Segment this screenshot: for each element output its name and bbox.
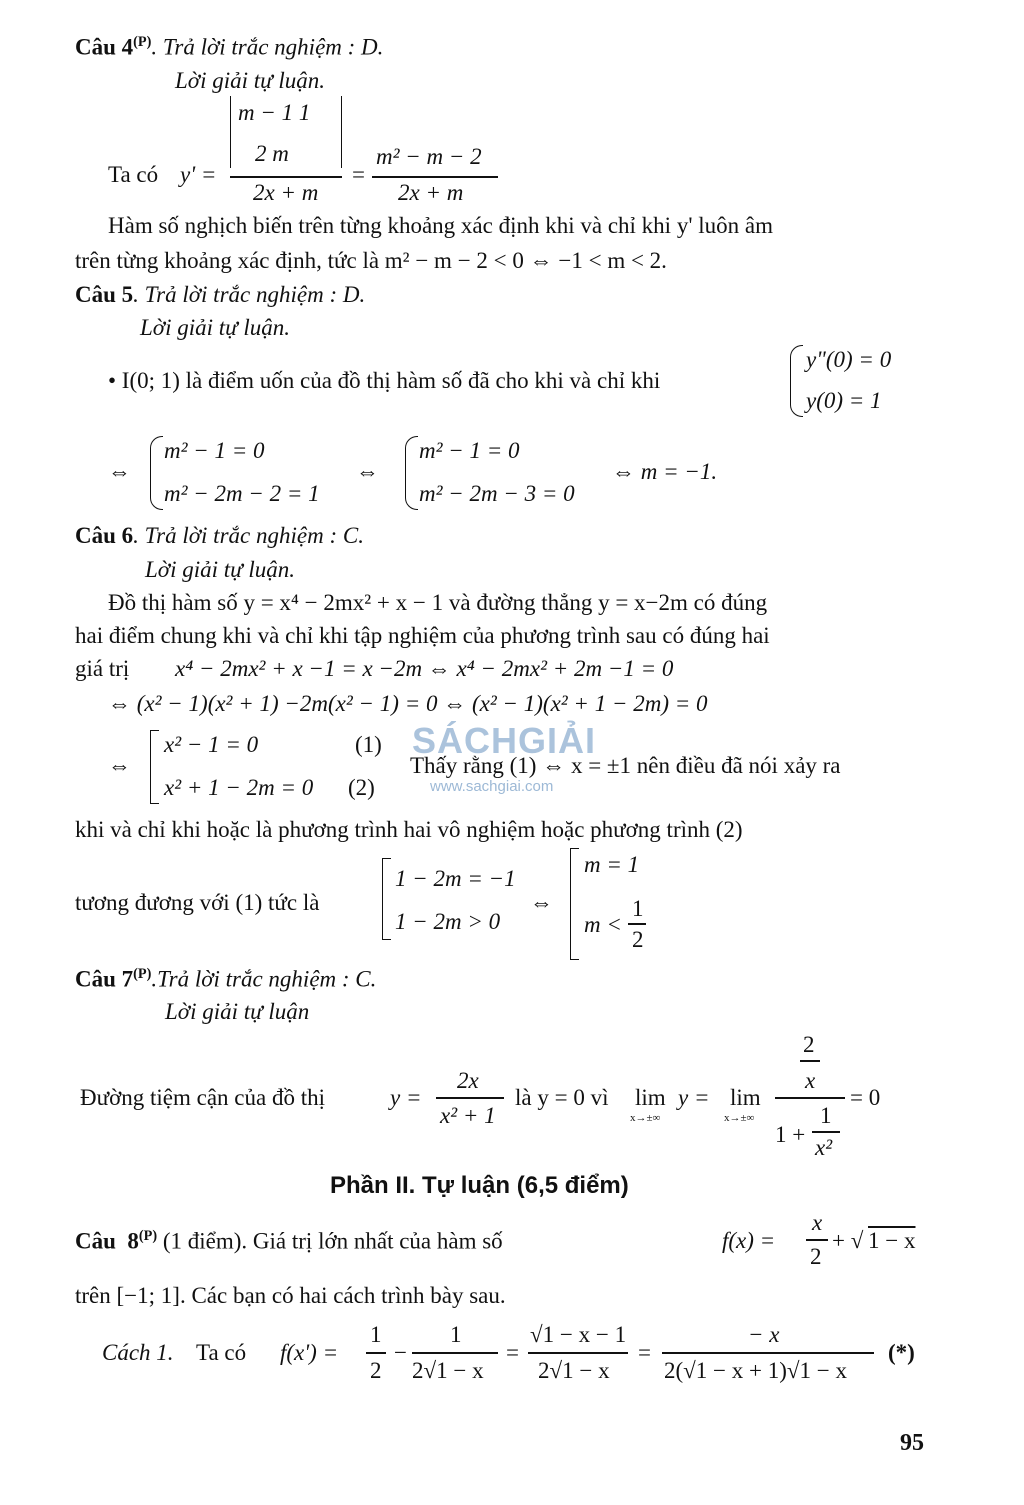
q8-taco: Ta có: [196, 1340, 247, 1365]
q7-answer: .Trả lời trắc nghiệm : C.: [151, 966, 377, 992]
q8-star: (*): [888, 1340, 915, 1365]
q8-b-num: 1: [450, 1322, 462, 1347]
q8-eq-2: =: [638, 1340, 651, 1365]
q8-minus: −: [394, 1340, 407, 1365]
q4-subtitle: Lời giải tự luận.: [175, 68, 326, 93]
q5-heading: [75, 282, 365, 308]
q6-para-2: hai điểm chung khi và chỉ khi tập nghiệm của phương trình sau có đúng hai: [75, 623, 770, 648]
q8-b-bar: [412, 1352, 498, 1354]
q5-sys0-line1: y"(0) = 0: [806, 347, 892, 372]
q7-mid: là y = 0 vì: [515, 1085, 609, 1110]
q6-para-3a: giá trị: [75, 656, 130, 681]
q6-half-num: 1: [632, 896, 644, 921]
q7-frac-bar: [436, 1097, 504, 1099]
q5-sys2-line2: m² − 2m − 3 = 0: [419, 481, 575, 506]
q7-frac-den: x² + 1: [440, 1103, 496, 1128]
q4-det-row1: m − 1 1: [238, 100, 311, 125]
watermark-brand: SÁCHGIẢI: [412, 720, 597, 761]
q5-system-brace-0: [790, 345, 803, 417]
q7-limsub-2: x→±∞: [724, 1112, 755, 1124]
q6-bracket-2: [382, 858, 391, 940]
q7-y: y =: [390, 1085, 422, 1110]
q7-bottom-lead: 1 +: [775, 1122, 806, 1147]
q5-sys0-line2: y(0) = 1: [806, 388, 882, 413]
q6-case-2: x² + 1 − 2m = 0: [164, 775, 314, 800]
q7-lim-2: lim: [730, 1085, 761, 1110]
q4-heading: [75, 34, 383, 61]
q5-subtitle: Lời giải tự luận.: [140, 315, 291, 340]
q4-fraction-bar-1: [230, 176, 342, 178]
q7-frac-num: 2x: [457, 1068, 479, 1093]
q6-arrow: ⇔: [108, 753, 131, 778]
q7-top-bar: [800, 1060, 820, 1062]
q6-para-4: ⇔ (x² − 1)(x² + 1) −2m(x² − 1) = 0 ⇔ (x² − 1)(x² + 1 − 2m) = 0: [108, 691, 708, 716]
q6-para-1: Đồ thị hàm số y = x⁴ − 2mx² + x − 1 và đường thẳng y = x−2m có đúng: [108, 590, 768, 615]
q5-sys1-line1: m² − 1 = 0: [164, 438, 265, 463]
q8-a-den: 2: [370, 1358, 382, 1383]
q5-bullet-text: • I(0; 1) là điểm uốn của đồ thị hàm số đã cho khi và chỉ khi: [108, 368, 661, 393]
q7-label: Câu 7: [75, 966, 134, 992]
q8-d-num: − x: [748, 1322, 780, 1347]
q4-num2: m² − m − 2: [376, 144, 482, 169]
q8-frac-den: 2: [810, 1244, 822, 1269]
q7-limsub-1: x→±∞: [630, 1112, 661, 1124]
q6-d1: 1 − 2m = −1: [395, 866, 516, 891]
q8-a-num: 1: [370, 1322, 382, 1347]
q8-fx: f(x) =: [722, 1228, 776, 1253]
q5-system-brace-1: [150, 436, 163, 510]
q7-ly: y =: [678, 1085, 710, 1110]
q4-taco: Ta có: [108, 162, 159, 187]
q4-para-1: Hàm số nghịch biến trên từng khoảng xác định khi và chỉ khi y' luôn âm: [108, 213, 773, 238]
q6-para-3b: x⁴ − 2mx² + x −1 = x −2m ⇔ x⁴ − 2mx² + 2m −1 = 0: [175, 656, 674, 681]
q8-rest: (1 điểm). Giá trị lớn nhất của hàm số: [162, 1228, 503, 1254]
q6-heading: [75, 523, 364, 549]
q6-para-5: khi và chỉ khi hoặc là phương trình hai vô nghiệm hoặc phương trình (2): [75, 817, 743, 842]
q4-den2: 2x + m: [398, 180, 464, 205]
q6-half-bar: [628, 923, 646, 925]
q8-num: 8: [127, 1228, 139, 1254]
q7-end: = 0: [850, 1085, 881, 1110]
q4-sup: (P): [133, 34, 152, 50]
q5-result: ⇔ m = −1.: [612, 459, 718, 484]
q4-label: Câu 4: [75, 34, 134, 60]
q8-plus-root: + √: [832, 1228, 864, 1253]
q7-main-bar: [775, 1097, 845, 1099]
q4-eq: =: [352, 162, 365, 187]
q5-label: Câu 5: [75, 282, 134, 307]
q4-answer: . Trả lời trắc nghiệm : D.: [151, 34, 384, 60]
q6-bracket-1: [150, 730, 159, 804]
q8-line2: trên [−1; 1]. Các bạn có hai cách trình bày sau.: [75, 1283, 506, 1308]
q5-sys1-line2: m² − 2m − 2 = 1: [164, 481, 320, 506]
watermark-url: www.sachgiai.com: [430, 778, 554, 795]
q7-top-den: x: [805, 1068, 816, 1093]
q8-fx2: f(x') =: [280, 1340, 339, 1365]
q8-d-bar: [662, 1352, 874, 1354]
q8-c-num: √1 − x − 1: [530, 1322, 627, 1347]
q8-d-den: 2(√1 − x + 1)√1 − x: [664, 1358, 847, 1383]
q7-top-num: 2: [803, 1032, 815, 1057]
q8-eq-1: =: [506, 1340, 519, 1365]
q6-subtitle: Lời giải tự luận.: [145, 557, 296, 582]
q8-frac-bar: [806, 1239, 828, 1241]
q6-bracket-3: [570, 848, 579, 960]
q5-sys2-line1: m² − 1 = 0: [419, 438, 520, 463]
q6-arrow-2: ⇔: [530, 890, 553, 915]
q8-cach: Cách 1.: [102, 1340, 174, 1365]
part2-heading: Phần II. Tự luận (6,5 điểm): [330, 1172, 629, 1199]
q6-case-1: x² − 1 = 0: [164, 732, 259, 757]
q7-sup: (P): [133, 966, 152, 982]
q7-bottom-num: 1: [820, 1103, 832, 1128]
q6-label: Câu 6: [75, 523, 134, 548]
q5-answer: . Trả lời trắc nghiệm : D.: [133, 282, 366, 307]
q7-heading: [75, 966, 376, 993]
q4-para-2: trên từng khoảng xác định, tức là m² − m − 2 < 0 ⇔ −1 < m < 2.: [75, 248, 667, 273]
q6-note: Thấy rằng (1) ⇔ x = ±1 nên điều đã nói xảy ra: [410, 753, 841, 778]
page-number: 95: [900, 1430, 924, 1456]
q7-subtitle: Lời giải tự luận: [165, 999, 310, 1024]
q4-den1: 2x + m: [253, 180, 319, 205]
q5-arrow-1: ⇔: [108, 459, 131, 484]
q7-bottom-bar: [812, 1131, 840, 1133]
q6-d2: 1 − 2m > 0: [395, 909, 501, 934]
q6-e1: m = 1: [584, 852, 640, 877]
q8-frac-num: x: [812, 1210, 823, 1235]
q6-answer: . Trả lời trắc nghiệm : C.: [133, 523, 364, 548]
q8-b-den: 2√1 − x: [412, 1358, 484, 1383]
q4-det-row2: 2 m: [255, 141, 289, 166]
q6-e2: m <: [584, 912, 622, 937]
q8-a-bar: [366, 1352, 386, 1354]
q7-text: Đường tiệm cận của đồ thị: [80, 1085, 325, 1110]
q4-yprime: y' =: [180, 162, 217, 187]
q8-c-bar: [528, 1352, 628, 1354]
q8-radicand: 1 − x: [868, 1228, 916, 1253]
q4-fraction-bar-2: [372, 176, 498, 178]
q8-sup: (P): [138, 1228, 158, 1244]
q6-case-2-num: (2): [348, 775, 375, 800]
q5-system-brace-2: [405, 436, 418, 510]
q6-case-1-num: (1): [355, 732, 382, 757]
q8-label: Câu: [75, 1228, 116, 1254]
q5-arrow-2: ⇔: [356, 459, 379, 484]
q6-para-6: tương đương với (1) tức là: [75, 890, 320, 915]
q6-half-den: 2: [632, 927, 644, 952]
q8-heading: [75, 1228, 503, 1255]
q7-bottom-den: x²: [815, 1135, 833, 1160]
q8-c-den: 2√1 − x: [538, 1358, 610, 1383]
q7-lim-1: lim: [635, 1085, 666, 1110]
